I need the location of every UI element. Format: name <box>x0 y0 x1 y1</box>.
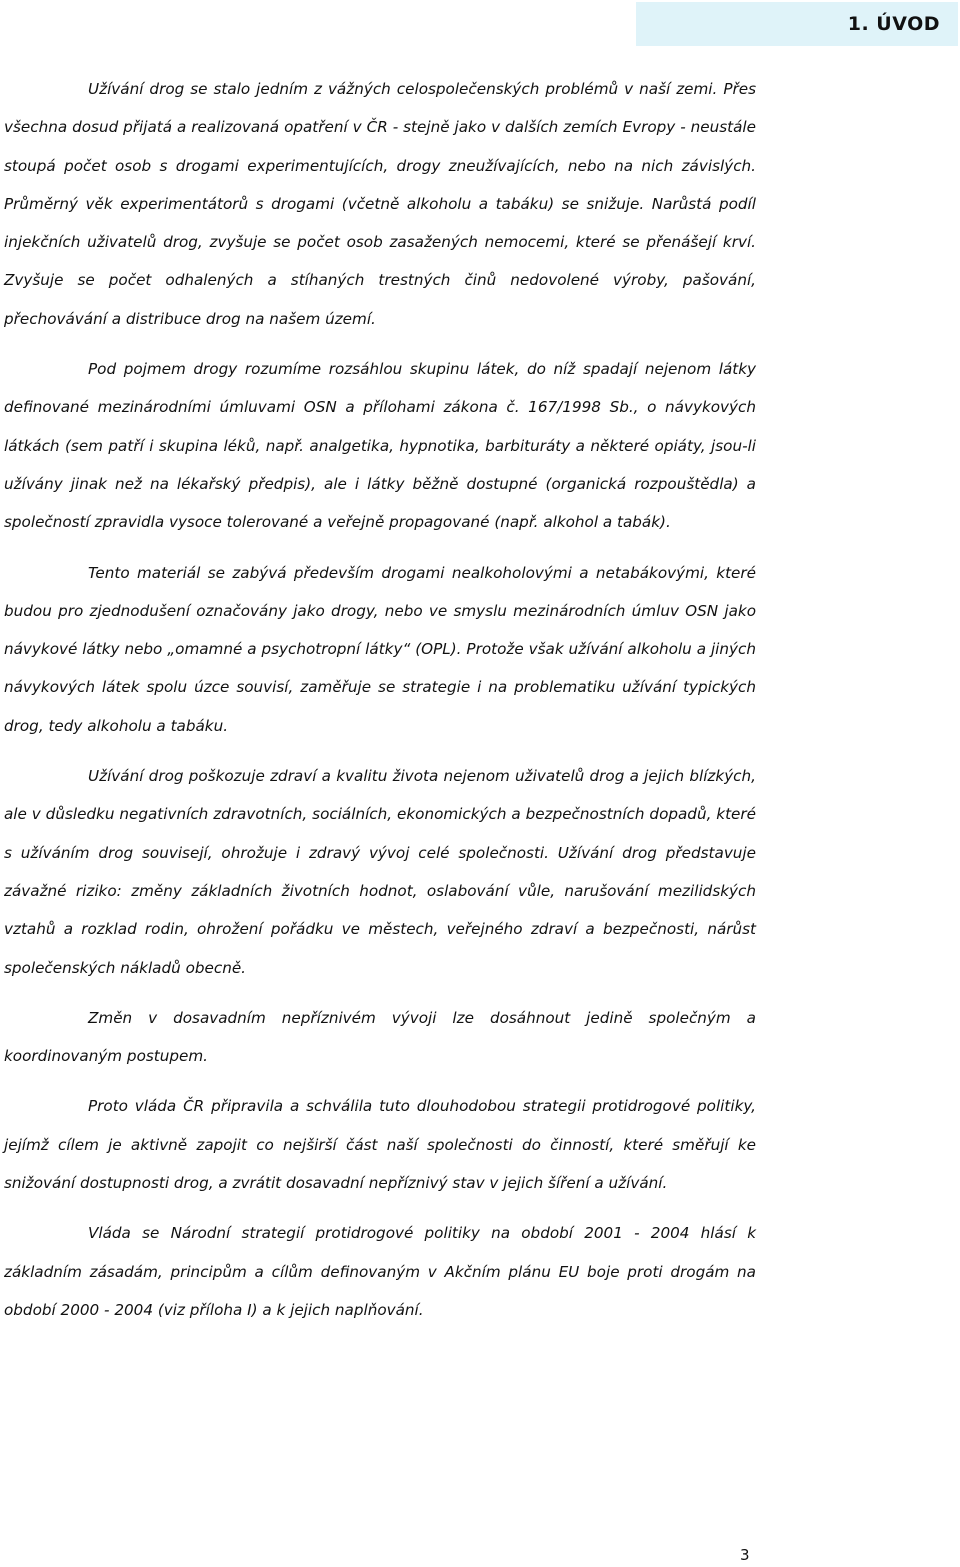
paragraph-government-strategy: Proto vláda ČR připravila a schválila tuto dlouhodobou strategii protidrogové politiky, jejímž cílem je aktivně zapojit co nejširší část naší společnosti do činností, které směřují ke snižování dostupnosti drog, a zvrátit dosavadní nepříznivý stav v jejich šíření a užívání. <box>4 1097 756 1193</box>
paragraph-material-scope: Tento materiál se zabývá především drogami nealkoholovými a netabákovými, které budou pro zjednodušení označovány jako drogy, nebo ve smyslu mezinárodních úmluv OSN jako návykové látky nebo „omamné a psychotropní látky“ (OPL). Protože však užívání alkoholu a jiných návykových látek spolu úzce souvisí, zaměřuje se strategie i na problematiku užívání typických drog, tedy alkoholu a tabáku. <box>4 563 756 735</box>
paragraph-drug-problem: Užívání drog se stalo jedním z vážných celospolečenských problémů v naší zemi. Přes všechna dosud přijatá a realizovaná opatření v ČR - stejně jako v dalších zemích Evropy - neustále stoupá počet osob s drogami experimentujících, drogy zneužívajících, nebo na nich závislých. Průměrný věk experimentátorů s drogami (včetně alkoholu a tabáku) se snižuje. Narůstá podíl injekčních uživatelů drog, zvyšuje se počet osob zasažených nemocemi, které se přenášejí krví. Zvyšuje se počet odhalených a stíhaných trestných činů nedovolené výroby, pašování, přechovávání a distribuce drog na našem území. <box>4 80 756 328</box>
paragraph-drug-definition: Pod pojmem drogy rozumíme rozsáhlou skupinu látek, do níž spadají nejenom látky definované mezinárodními úmluvami OSN a přílohami zákona č. 167/1998 Sb., o návykových látkách (sem patří i skupina léků, např. analgetika, hypnotika, barbituráty a některé opiáty, jsou-li užívány jinak než na lékařský předpis), ale i látky běžně dostupné (organická rozpouštědla) a společností zpravidla vysoce tolerované a veřejně propagované (např. alkohol a tabák). <box>4 360 756 532</box>
page-number: 3 <box>740 1546 750 1564</box>
paragraph-eu-action-plan: Vláda se Národní strategií protidrogové politiky na období 2001 - 2004 hlásí k základním zásadám, principům a cílům definovaným v Akčním plánu EU boje proti drogám na období 2000 - 2004 (viz příloha I) a k jejich naplňování. <box>4 1224 756 1319</box>
paragraph-health-impact: Užívání drog poškozuje zdraví a kvalitu života nejenom uživatelů drog a jejich blízkých, ale v důsledku negativních zdravotních, sociálních, ekonomických a bezpečnostních dopadů, které s užíváním drog souvisejí, ohrožuje i zdravý vývoj celé společnosti. Užívání drog představuje závažné riziko: změny základních životních hodnot, oslabování vůle, narušování mezilidských vztahů a rozklad rodin, ohrožení pořádku ve městech, veřejného zdraví a bezpečnosti, nárůst společenských nákladů obecně. <box>4 767 756 977</box>
document-body <box>4 70 756 1341</box>
chapter-header <box>636 2 958 46</box>
chapter-title: 1. ÚVOD <box>847 13 940 35</box>
paragraph-coordinated-approach: Změn v dosavadním nepříznivém vývoji lze dosáhnout jedině společným a koordinovaným postupem. <box>4 1008 756 1066</box>
